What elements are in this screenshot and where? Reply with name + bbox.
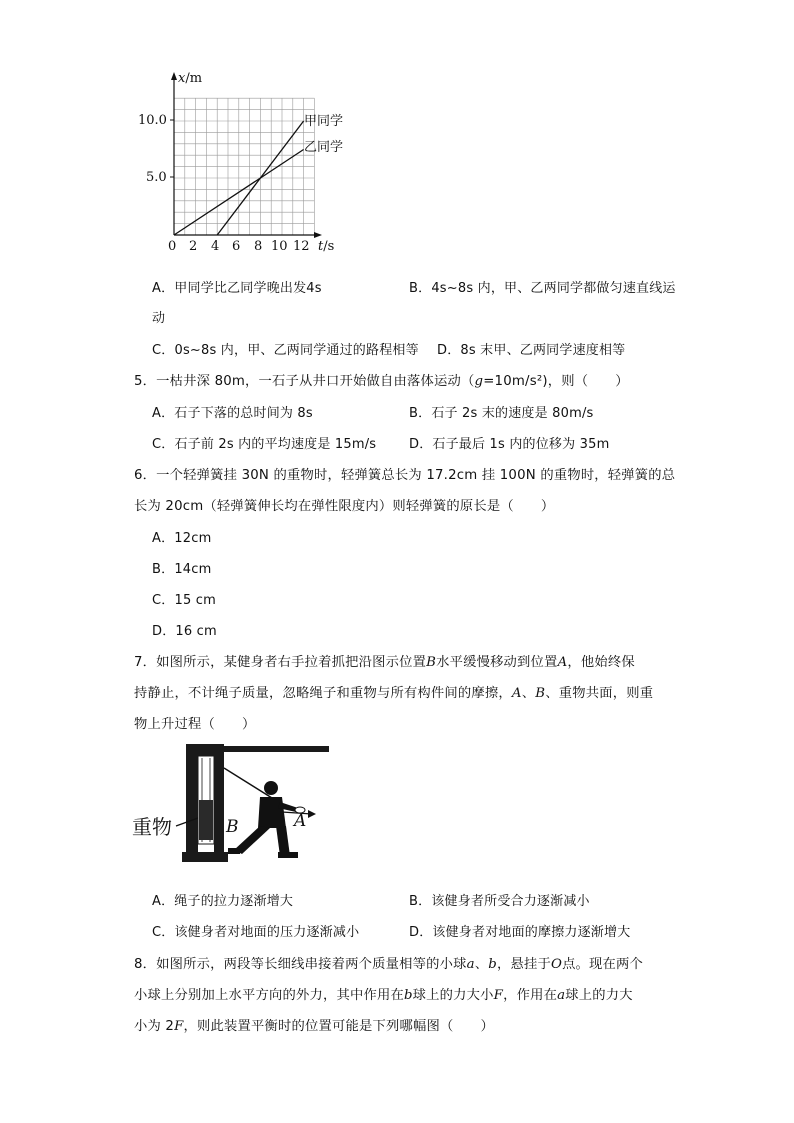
q8-stem-line3: [134, 1015, 494, 1034]
q4-option-b-wrap: 动: [152, 311, 166, 326]
person-body: [258, 797, 286, 828]
q8-l1-O: O: [550, 957, 563, 972]
q8-l2-text-a: 小球上分别加上水平方向的外力，其中作用在: [134, 988, 404, 1003]
y-axis-arrow: [171, 72, 177, 80]
q4-option-b[interactable]: B．4s~8s 内，甲、乙两同学都做匀速直线运: [409, 281, 676, 296]
q8-l2-b: b: [403, 988, 413, 1003]
x-tick-label-2: 2: [189, 239, 198, 254]
q7-stem-line3: 物上升过程（ ）: [134, 717, 256, 732]
q5-option-d[interactable]: D．石子最后 1s 内的位移为 35m: [409, 437, 610, 452]
q7-l2-B: B: [535, 686, 546, 701]
x-tick-label-12: 12: [293, 239, 310, 254]
person-head: [264, 781, 278, 795]
q8-l2-F: F: [493, 988, 504, 1003]
q4-option-d[interactable]: D．8s 末甲、乙两同学速度相等: [437, 343, 626, 358]
q8-l2-text-c: ，作用在: [503, 988, 558, 1003]
q8-stem-line2: [134, 984, 633, 1003]
q8-l2-text-b: 球上的力大小: [412, 988, 494, 1003]
x-tick-label-6: 6: [232, 239, 241, 254]
x-tick-label-10: 10: [271, 239, 288, 254]
q7-l1-text-c: ，他始终保: [567, 655, 635, 670]
q8-l1-b: b: [488, 957, 497, 972]
graph-grid: [174, 98, 314, 235]
person-leg-right: [276, 826, 290, 856]
q7-l1-A: A: [557, 655, 568, 670]
q8-l2-a: a: [557, 988, 566, 1003]
x-tick-label-8: 8: [254, 239, 263, 254]
figure-label-B: B: [226, 817, 239, 837]
y-axis-label: x/m: [178, 71, 203, 86]
q7-l2-text-c: 、重物共面，则重: [545, 686, 654, 701]
weight-stack: [199, 800, 213, 840]
q5-option-b[interactable]: B．石子 2s 末的速度是 80m/s: [409, 406, 594, 421]
series-label-yi: 乙同学: [304, 140, 344, 155]
q7-l1-text-a: 7．如图所示，某健身者右手拉着抓把沿图示位置: [134, 655, 427, 670]
q8-stem-line1: [134, 953, 643, 972]
q6-stem-line2: 长为 20cm（轻弹簧伸长均在弹性限度内）则轻弹簧的原长是（ ）: [134, 499, 555, 514]
q7-option-a[interactable]: A．绳子的拉力逐渐增大: [152, 894, 294, 909]
q5-stem-part2: =10m/s²)，则（ ）: [483, 374, 629, 389]
q4-option-c[interactable]: C．0s~8s 内，甲、乙两同学通过的路程相等: [152, 343, 419, 358]
move-arrow-head: [308, 810, 316, 818]
x-axis-arrow: [314, 232, 322, 238]
q5-stem-part1: 5．一枯井深 80m，一石子从井口开始做自由落体运动（: [134, 374, 475, 389]
machine-base: [182, 852, 228, 862]
q6-stem-line1: 6．一个轻弹簧挂 30N 的重物时，轻弹簧总长为 17.2cm 挂 100N 的重物时，轻弹簧的总: [134, 468, 676, 483]
q6-option-b[interactable]: B．14cm: [152, 562, 212, 577]
q8-l1-text-a: 8．如图所示，两段等长细线串接着两个质量相等的小球: [134, 957, 467, 972]
q7-stem-line2: [134, 682, 653, 701]
gym-machine-figure: [130, 742, 330, 868]
machine-right-post: [214, 746, 224, 858]
q7-l1-B: B: [426, 655, 437, 670]
q8-l1-a: a: [466, 957, 475, 972]
q7-option-d[interactable]: D．该健身者对地面的摩擦力逐渐增大: [409, 925, 631, 940]
series-label-jia: 甲同学: [304, 114, 344, 129]
q8-l1-text-b: 、: [474, 957, 489, 972]
q7-option-c[interactable]: C．该健身者对地面的压力逐渐减小: [152, 925, 360, 940]
figure-label-weight: 重物: [132, 815, 172, 839]
q5-option-c[interactable]: C．石子前 2s 内的平均速度是 15m/s: [152, 437, 377, 452]
y-tick-label-5: 5.0: [146, 170, 167, 185]
q8-l3-text-b: ，则此装置平衡时的位置可能是下列哪幅图（ ）: [183, 1019, 494, 1034]
q5-option-a[interactable]: A．石子下落的总时间为 8s: [152, 406, 313, 421]
x-tick-label-0: 0: [168, 239, 177, 254]
q4-option-a[interactable]: A．甲同学比乙同学晚出发4s: [152, 281, 322, 296]
person-foot-left: [228, 848, 240, 854]
q8-l1-text-c: ，悬挂于: [496, 957, 551, 972]
q8-l3-text-a: 小为 2: [134, 1019, 175, 1034]
y-tick-label-10: 10.0: [138, 113, 167, 128]
q7-l2-text-a: 持静止，不计绳子质量，忽略绳子和重物与所有构件间的摩擦，: [134, 686, 512, 701]
q7-l1-text-b: 水平缓慢移动到位置: [436, 655, 558, 670]
machine-left-post: [186, 746, 198, 858]
x-axis-label: t/s: [318, 239, 335, 254]
q8-l2-text-d: 球上的力大: [565, 988, 633, 1003]
x-tick-label-4: 4: [211, 239, 220, 254]
q8-l1-text-d: 点。现在两个: [562, 957, 644, 972]
q7-stem-line1: [134, 651, 635, 670]
q6-option-a[interactable]: A．12cm: [152, 531, 212, 546]
q5-stem: [134, 370, 629, 389]
q7-l2-text-b: 、: [521, 686, 536, 701]
xt-graph: [130, 64, 360, 254]
q5-g-symbol: g: [474, 374, 484, 389]
person-foot-right: [278, 852, 298, 858]
q6-option-d[interactable]: D．16 cm: [152, 624, 217, 639]
figure-label-A: A: [294, 811, 307, 831]
q8-l3-F: F: [174, 1019, 184, 1034]
q6-option-c[interactable]: C．15 cm: [152, 593, 216, 608]
q7-l2-A: A: [511, 686, 522, 701]
q7-option-b[interactable]: B．该健身者所受合力逐渐减小: [409, 894, 590, 909]
